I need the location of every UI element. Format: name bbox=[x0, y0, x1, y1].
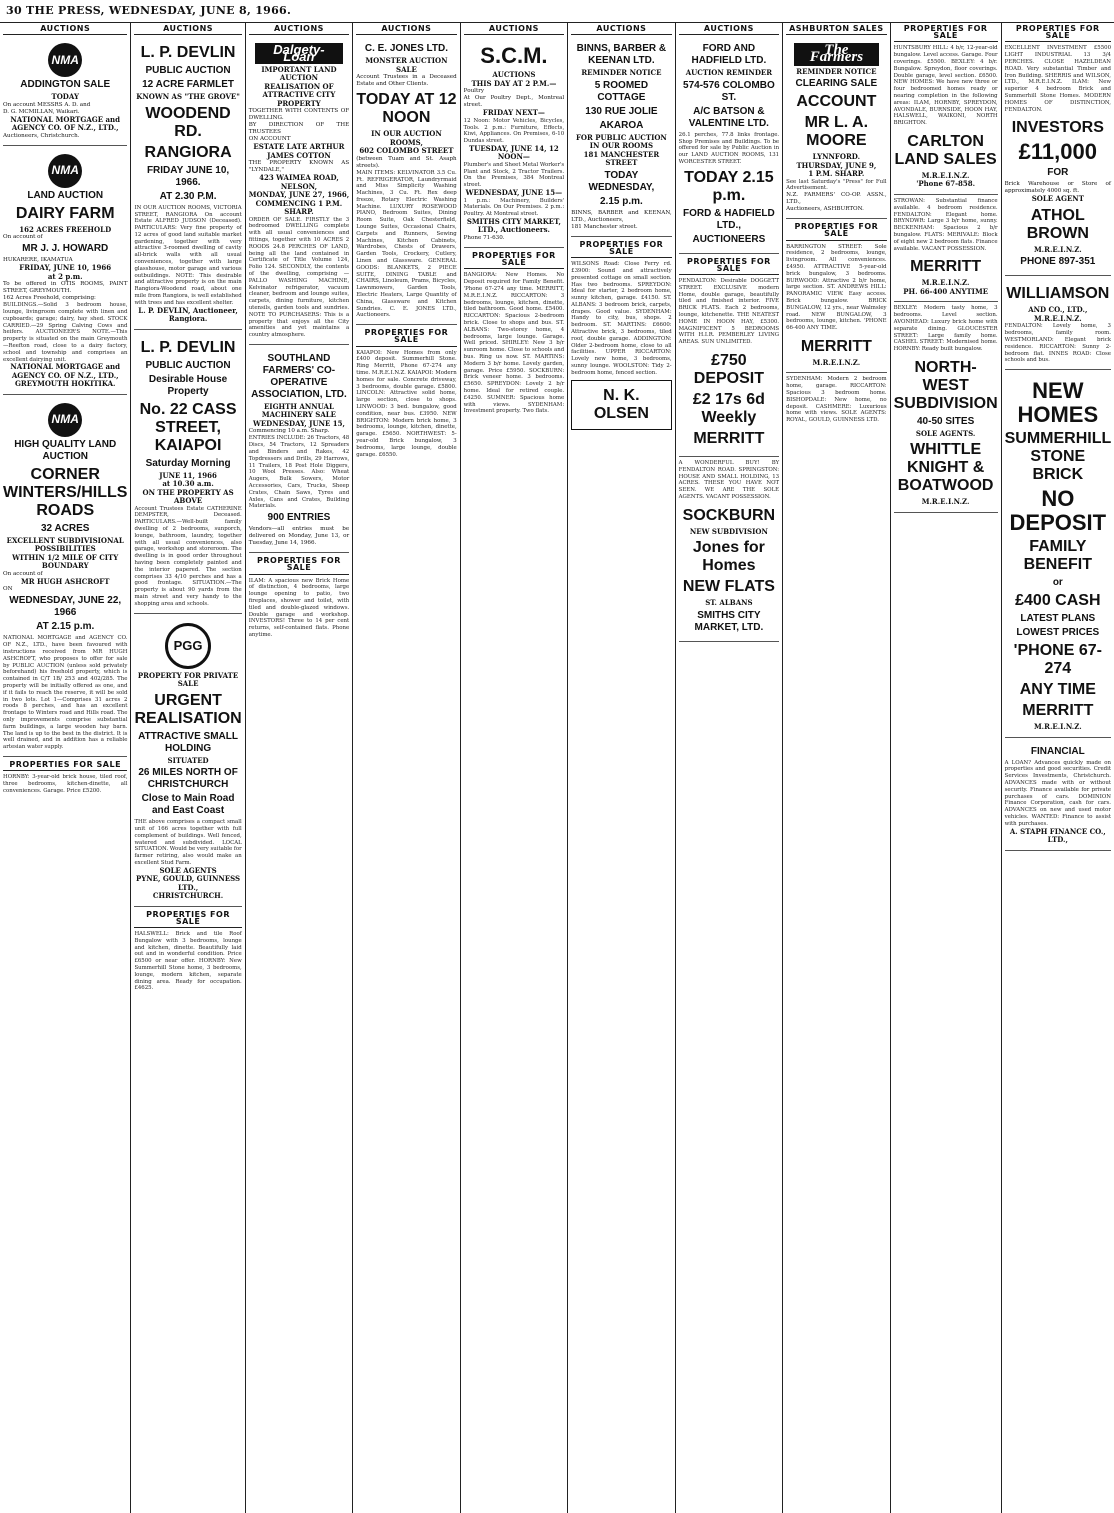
ad-line: 5 ROOMED COTTAGE bbox=[594, 79, 649, 103]
ad-line: BY DIRECTION OF THE TRUSTEES bbox=[248, 122, 350, 136]
ad-line: TOGETHER WITH CONTENTS OF DWELLING. bbox=[248, 108, 350, 122]
ad-addington-sale bbox=[3, 38, 127, 146]
ad-line: Desirable House Property bbox=[148, 373, 228, 397]
ad-750-deposit bbox=[679, 346, 779, 457]
ad-line: JUNE 11, 1966 bbox=[159, 470, 217, 480]
ad-line: MR L. A. MOORE bbox=[804, 114, 869, 150]
ad-line: MONSTER AUCTION SALE bbox=[365, 56, 448, 74]
ad-line: at 10.30 a.m. bbox=[162, 479, 214, 489]
ad-line: ESTATE LATE ARTHUR JAMES COTTON bbox=[253, 142, 345, 160]
sockburn-sub: NEW SUBDIVISION bbox=[689, 526, 768, 536]
ad-devlin-cass-street bbox=[134, 333, 241, 614]
ad-line: FRIDAY JUNE 10, 1966. bbox=[146, 164, 230, 188]
ad-line: TODAY 2.15 p.m. bbox=[684, 168, 774, 204]
smiths-city-market: SMITHS CITY MARKET, LTD. bbox=[694, 609, 764, 633]
ad-new-homes-summerhill bbox=[1005, 373, 1111, 738]
ad-line: M.R.E.I.N.Z. bbox=[921, 278, 970, 288]
ad-farmers-clearing bbox=[786, 38, 886, 219]
ad-line: L. P. DEVLIN, Auctioneer, Rangiora. bbox=[138, 305, 238, 324]
ad-body-text: 12 Noon: Motor Vehicles, Bicycles, Tools. 2 p.m.: Furniture, Effects, Kiwi, Appliances. On Premises, 6-10 Dundas street. bbox=[463, 117, 565, 145]
column-1 bbox=[0, 22, 131, 1513]
listing-text: KAIAPOI: New Homes from only £400 deposit. Summerhill Stone. Ring Merritt, Phone 67-274 any time. M.R.E.I.N.Z. KAIAPOI: Modern homes for sale. Concrete driveway, 3 bedrooms, double garage. £5800. LINCOLN: Attractive solid home, large section, close to shops. LINWOOD: 3 bed. bungalow, good condition, near bus. £3950. NEW BRIGHTON: Modern brick home, 3 bedrooms, lounge, kitchen, dinette, garage. £5650. NORTHWEST: 5-year-old Brick bungalow, 3 bedrooms, large lounge, double garage. £6550. bbox=[356, 349, 457, 458]
column-3 bbox=[246, 22, 353, 1513]
ad-body-text: IN OUR AUCTION ROOMS, VICTORIA STREET, RANGIORA On account Estate ALFRED JUDSON (Deceased). PARTICULARS: Very fine property of 12 acres of good land suitable market gardening, together with very attractive 3-roomed dwelling of cavity all-brick walls with all usual conveniences, together with large glasshouse, motor garage and various outbuildings. NOTE: This desirable and attractive property is on the main Rangiora-Woodend road, about one mile from Rangiora, is well established with trees and has excellent shelter. bbox=[134, 204, 242, 306]
ad-line: TUESDAY, JUNE 14, 12 NOON— bbox=[469, 143, 559, 162]
ad-binns-barber-keenan bbox=[571, 38, 671, 237]
ad-line: WEDNESDAY, JUNE 15— bbox=[465, 188, 563, 198]
ad-line: WEDNESDAY, JUNE 15, bbox=[252, 418, 345, 428]
ad-line: AUCTIONEERS bbox=[692, 233, 766, 245]
section-heading: PROPERTIES FOR SALE bbox=[786, 222, 886, 240]
ad-line: REMINDER NOTICE bbox=[581, 68, 662, 78]
ad-title: ADDINGTON SALE bbox=[20, 79, 111, 91]
column-5 bbox=[461, 22, 568, 1513]
ad-line: THE PROPERTY KNOWN AS "LYNDALE," bbox=[248, 160, 350, 174]
ad-line: 602 COLOMBO STREET bbox=[359, 146, 454, 156]
ad-line: Close to Main Road and East Coast bbox=[141, 793, 235, 817]
ad-line: M.R.E.I.N.Z. bbox=[1033, 722, 1082, 732]
listing-text: HORNBY: 3-year-old brick house, tiled roof, three bedrooms, kitchen-dinette, all conveniences. Garage. Price £5200. bbox=[3, 774, 128, 794]
ad-line: 1 P.M. SHARP. bbox=[808, 169, 865, 179]
ad-line: SOLE AGENTS bbox=[159, 865, 217, 875]
newspaper-columns bbox=[0, 22, 1114, 1513]
ad-line: NATIONAL MORTGAGE and AGENCY CO. OF N.Z., LTD., bbox=[10, 114, 121, 133]
ad-line: or bbox=[1052, 577, 1063, 589]
column-heading: AUCTIONS bbox=[356, 24, 456, 35]
column-heading: AUCTIONS bbox=[464, 24, 564, 35]
ad-merritt-col9 bbox=[894, 252, 998, 302]
ad-line: SITUATED bbox=[167, 755, 209, 765]
ad-line: WITHIN 1/2 MILE OF CITY BOUNDARY bbox=[12, 552, 119, 571]
sockburn-headline: SOCKBURN bbox=[682, 506, 776, 524]
ad-line: On account MESSRS A. D. and bbox=[3, 101, 91, 108]
ad-headline: BINNS, BARBER & KEENAN LTD. bbox=[576, 43, 667, 67]
ad-line: REALISATION OF ATTRACTIVE CITY PROPERTY bbox=[262, 81, 336, 108]
section-heading: PROPERTIES FOR SALE bbox=[134, 910, 241, 928]
listing-text: STROWAN: Substantial finance available. 4 bedroom residence. FENDALTON: Elegant home. BRYNDWR: Large 3 b/r home, sunny. BECKENHAM: Spacious 2 b/r bungalow. FLATS: MERIVALE: Block of eight new 2 bedroom flats. Finance available. VACANT POSSESSION. bbox=[893, 197, 998, 252]
ad-headline: NORTH-WEST SUBDIVISION bbox=[893, 358, 998, 412]
ad-body-text: 26.1 perches, 77.8 links frontage. Shop Premises and Buildings. To be offered for sale by Public Auction in our LAND AUCTION ROOMS, 131 WORCESTER STREET. bbox=[678, 131, 780, 165]
column-heading: AUCTIONS bbox=[3, 24, 127, 35]
dalgety-logo-icon: Dalgety-Loan bbox=[255, 43, 343, 63]
column-heading: PROPERTIES FOR SALE bbox=[1005, 24, 1111, 42]
listing-text: HALSWELL: Brick and tile Roof Bungalow with 3 bedrooms, lounge and kitchen, dinette. Beautifully laid out and in wonderful condition. Price £6500 or near offer. HORNBY: New Summerhill Stone home, 3 bedrooms, lounge, modern kitchen, separate dining area. Ready for occupation. £4625. bbox=[134, 931, 242, 992]
listing-text: BARRINGTON STREET: Sole residence, 2 bedrooms, lounge, livingroom. All conveniences. £4950. ATTRACTIVE 5-year-old brick bungalow, 3 bedrooms. BURWOOD: Attractive 2 b/r home, large section. ST. ANDREWS HILL: PANORAMIC VIEW. Easy access. Brick bungalow. BRICK BUNGALOW, 12 yrs., near Walmsley road. NEW BUNGALOW, 3 bedrooms, lounge, kitchen. 'PHONE 66-400 ANY TIME. bbox=[786, 243, 887, 332]
ad-line: 162 ACRES FREEHOLD bbox=[19, 224, 112, 234]
listing-text: A WONDERFUL BUY! BY FENDALTON ROAD. SPRINGSTON: HOUSE AND SMALL HOLDING, 13 ACRES. THESE YOU HAVE NOT SEEN. WE ARE THE SOLE AGENTS. VACANT POSSESSION. bbox=[678, 460, 780, 501]
ad-line: AND CO., LTD., M.R.E.I.N.Z. bbox=[1028, 305, 1088, 323]
ad-line: M.R.E.I.N.Z. bbox=[1033, 244, 1082, 254]
ad-line: BINNS, BARBER and KEENAN, LTD., Auctioneers, bbox=[571, 209, 672, 223]
ad-line: REMINDER NOTICE bbox=[796, 66, 877, 76]
ad-line: 'PHONE 67-274 bbox=[1013, 642, 1102, 678]
column-heading: AUCTIONS bbox=[571, 24, 671, 35]
ad-north-west-subdivision bbox=[894, 353, 998, 513]
ad-body-text: A LOAN? Advances quickly made on properties and good securities. Credit Services Investments, Christchurch. ADVANCES made with or without security. Finance available for private purchases of cars. DOMINION Finance Corporation, cash for cars. ADVANCES on new and used motor vehicles. WANTED: Finance to assist with purchases. bbox=[1004, 759, 1111, 827]
ad-line: D. G. MCMILLAN, Waikari. bbox=[3, 108, 80, 115]
ad-line: EXCELLENT SUBDIVISIONAL POSSIBILITIES bbox=[6, 535, 124, 554]
ad-line: ATTRACTIVE SMALL HOLDING bbox=[138, 730, 238, 754]
section-heading: PROPERTIES FOR SALE bbox=[356, 328, 456, 346]
ad-subheadline: PUBLIC AUCTION bbox=[145, 65, 231, 77]
ad-scm-auctions bbox=[464, 38, 564, 248]
merritt-reg: M.R.E.I.N.Z. bbox=[812, 357, 861, 367]
ad-pgg-realisation bbox=[134, 617, 241, 907]
ad-body-text: NATIONAL MORTGAGE and AGENCY CO. OF N.Z., LTD., have been favoured with instructions received from MR HUGH ASHCROFT, who proposes to offer for sale by PUBLIC AUCTION (unless sold privately beforehand) his freehold property, which is contained in C/T 1B/ 253 and 402/285. The property will be initially offered as one, and if it fails to reach the reserve, it will be sold in two lots. Lot 1—Comprises 31 acres 2 roods 8 perches, and has an excellent frontage to Winters road and Hills road. The only improvements comprise substantial farm buildings, a large wooden hay barn. The land is up to the best in the district. It is well drained, and in addition has a reliable artesian water supply. bbox=[3, 635, 128, 751]
ad-line: Brick Warehouse or Store of approximately 4000 sq. ft. bbox=[1004, 181, 1111, 195]
page-date-line: 30 THE PRESS, WEDNESDAY, JUNE 8, 1966. bbox=[6, 4, 292, 17]
ad-line: 26 MILES NORTH OF CHRISTCHURCH bbox=[138, 767, 238, 791]
section-heading: PROPERTIES FOR SALE bbox=[464, 251, 564, 269]
ad-body-text: BUILDINGS.—Solid 3 bedroom house, lounge, livingroom complete with linen and cupboards; garage; dairy, hay shed. STOCK CARRIED.—29 Spring Calving Cows and heifers. AUCTIONEER'S NOTE.—This property is situated on the main Greymouth—Reefton road, close to a dairy factory, school and township and comprises an excellent dairying unit. bbox=[3, 302, 128, 363]
ad-line: Account Trustees in a Deceased Estate and Other Clients. bbox=[356, 74, 457, 88]
ad-subheadline: PUBLIC AUCTION bbox=[145, 359, 231, 371]
ad-line: 181 MANCHESTER STREET bbox=[583, 149, 660, 168]
listing-text: BANGIORA: New Homes. No Deposit required for Family Benefit. 'Phone 67-274 any time. MERRITT, M.R.E.I.N.Z. RICCARTON: 3 bedrooms, lounge, kitchen, dinette, tiled bathroom. Good home. £5400. RICCARTON: Spacious 2-bedroom brick. Close to shops and bus. ST. ALBANS: Two-storey home, 4 bedrooms, large lounge. Garage. Well priced. SHIRLEY: New 3 b/r sunroom home. Close to schools and bus. Ring us now. ST. MARTINS: Modern 3 b/r home. Lovely garden, garage. Price £5950. SOCKBURN: Brick veneer home. 3 bedrooms. £5650. SPREYDON: Lovely 2 b/r home. Ideal for retired couple. £4250. SUMNER: Spacious home with views. SYDENHAM: Investment property. Two flats. bbox=[463, 272, 565, 415]
ad-body-text: 1 p.m.: Machinery, Builders' Materials. On Our Premises. 2 p.m.: Poultry. At Montreal street. bbox=[463, 197, 565, 218]
ad-line: FORD & HADFIELD LTD., bbox=[683, 207, 775, 231]
ad-line: On account of bbox=[3, 570, 43, 577]
column-6 bbox=[568, 22, 675, 1513]
ad-williamson bbox=[1005, 279, 1111, 370]
ad-merritt-ashburton bbox=[786, 332, 886, 374]
merritt-brand: MERRITT bbox=[693, 430, 765, 448]
ad-title: HIGH QUALITY LAND AUCTION bbox=[14, 438, 117, 462]
section-heading: PROPERTIES FOR SALE bbox=[679, 257, 779, 275]
ad-financial bbox=[1005, 741, 1111, 851]
pgg-logo-icon: PGG bbox=[165, 623, 211, 669]
ad-line: SMITHS CITY MARKET, LTD., Auctioneers. bbox=[466, 216, 561, 235]
ad-line: FAMILY BENEFIT bbox=[1023, 538, 1093, 574]
ad-line: ANY TIME bbox=[1019, 681, 1096, 699]
listing-text: HUNTSBURY HILL: 4 b/r, 12-year-old bungalow. Level access. Garage. Four coverings. £5500. BEXLEY: 4 b/r. Bungalow. Spreydon, floor coverings. Double garage, level section. £6500. NEW HOMES: We have new three or four bedroomed homes ready or nearing completion in the following areas: ILAM, HORNBY, SPREYDON, AVONDALE, BURNSIDE, HOON HAY, HALSWELL, WAIKONI, NORTH BRIGHTON. bbox=[893, 45, 998, 127]
ad-line: AT 2.15 p.m. bbox=[36, 621, 95, 633]
ad-line: FOR PUBLIC AUCTION bbox=[575, 132, 667, 142]
ad-headline: CORNER WINTERS/HILLS ROADS bbox=[3, 465, 128, 519]
ad-line: £400 CASH bbox=[1015, 592, 1101, 610]
ad-line: (between Tuam and St. Asaph streets). bbox=[356, 155, 457, 169]
ad-line: A/C BATSON & VALENTINE LTD. bbox=[688, 105, 769, 129]
ad-line: FOR bbox=[1047, 167, 1069, 179]
column-8 bbox=[783, 22, 890, 1513]
column-9 bbox=[891, 22, 1002, 1513]
ad-line: 423 WAIMEA ROAD, NELSON, bbox=[259, 173, 339, 191]
section-heading: PROPERTIES FOR SALE bbox=[3, 760, 127, 771]
ad-line: 32 ACRES bbox=[40, 522, 90, 534]
ad-line: ON ACCOUNT bbox=[248, 136, 291, 143]
ad-line: SOLE AGENTS. bbox=[915, 428, 976, 438]
ad-line: RANGIORA bbox=[144, 143, 232, 161]
ad-line: AUCTION REMINDER bbox=[685, 68, 773, 78]
ad-line: WOODEND RD. bbox=[145, 104, 231, 140]
ad-line: SOLE AGENT bbox=[1031, 194, 1084, 204]
ad-line: M.R.E.I.N.Z. bbox=[921, 170, 970, 180]
ad-body-text: Plumber's and Sheet Metal Worker's Plant and Stock, 2 Tractor Trailers. On the Premises, 384 Montreal street. bbox=[463, 161, 565, 189]
ad-body-text: ENTRIES INCLUDE: 26 Tractors, 48 Discs, 54 Tractors, 12 Spreaders and Binders and Rakes, 42 Topdressers and Drills, 29 Harrows, 11 Trailers, 18 Post Hole Diggers, 10 Wool Presses. Also: Wheat Augers, Bulk Sowers, Motor Accessories, Cars, Trucks, Sheep Crates, Chain Saws, Tyres and Axles, Cans and Crates, Building Materials. bbox=[248, 435, 350, 510]
ad-line: EIGHTH ANNUAL MACHINERY SALE bbox=[261, 401, 337, 420]
column-4 bbox=[353, 22, 460, 1513]
ad-body-text: MAIN ITEMS: KELVINATOR 3.5 Cu. Ft. REFRIGERATOR, Laundryrmaid and Miss Simplicity Washing Machines, 3 Cu. Ft. Rex deep freeze, Rotary Electric Washing Machine. LUXURY ROSEWOOD PIANO, Bedroom Suites, Dining Room Suite, Oak Chesterfield, Lounge Suites, Occasional Chairs, Carpets and Runners, Sewing Machines, Kitchen Cabinets, Wardrobes, Chests of Drawers, Garden Tools, Crockery, Cutlery, Linen and Glassware. GENERAL GOODS: BLANKETS, 2 PIECE SUITE, DINING TABLE and CHAIRS, Linoleum, Prams, Bicycles, Lawnmowers, Garden Tools, Electric Heaters, Large Quantity of China, Glassware and Kitchen Sundries. C. E. JONES LTD., Auctioneers. bbox=[356, 169, 457, 319]
ad-line: N.Z. FARMERS' CO-OP. ASSN., LTD., bbox=[786, 192, 887, 206]
ad-line: TODAY AT 12 NOON bbox=[356, 91, 457, 127]
ad-line: Auctioneers, ASHBURTON. bbox=[786, 206, 864, 213]
nma-logo-icon: NMA bbox=[48, 43, 82, 77]
nk-olsen-name: N. K. OLSEN bbox=[593, 386, 649, 422]
ad-line: THIS DAY AT 2 P.M.— bbox=[471, 78, 557, 88]
section-heading: PROPERTIES FOR SALE bbox=[249, 556, 349, 574]
ad-line: AUCTIONS bbox=[492, 70, 536, 80]
ad-line: A. STAPH FINANCE CO., LTD., bbox=[1009, 826, 1106, 845]
page-header bbox=[0, 0, 1114, 23]
ad-price: £11,000 bbox=[1018, 139, 1097, 165]
ad-line: NO DEPOSIT bbox=[1009, 486, 1107, 536]
ad-body-text: ORDER OF SALE. FIRSTLY the 3 bedroomed DWELLING complete with all usual conveniences and fittings, together with 10 ACRES 2 ROODS 24.8 PERCHES OF LAND, being all the land contained in Certificate of Title Volume 124, Folio 124. SECONDLY, the contents of the dwelling, comprising — PALLO WASHING MACHINE, Kelvinator refrigerator, vacuum cleaner, bedroom and lounge suites, carpets, dining furniture, kitchen utensils, garden tools and sundries. NOTE TO PURCHASERS: This is a property that enjoys all the City amenities and yet maintains a country atmosphere. bbox=[248, 216, 350, 339]
ad-title: LAND AUCTION bbox=[27, 189, 104, 201]
ad-winters-hills bbox=[3, 398, 127, 757]
column-heading: ASHBURTON SALES bbox=[786, 24, 886, 35]
ad-line: URGENT REALISATION bbox=[134, 691, 242, 727]
ad-line: CLEARING SALE bbox=[795, 78, 878, 90]
ad-nk-olsen bbox=[571, 380, 671, 430]
ad-line: 162 Acres Freehold, comprising: bbox=[3, 295, 96, 302]
ad-line: On account of bbox=[3, 234, 43, 241]
ad-line: 12 ACRE FARMLET bbox=[142, 79, 234, 91]
ad-line: PHONE 897-351 bbox=[1020, 256, 1096, 268]
listing-text: PENDALTON: Desirable DOGGETT STREET. EXCLUSIVE modern Home, double garage, beautifully tiled and finished interior. FIVE BRICK FLATS. Each 2 bedrooms, lounge, kitchenette. THE NEATEST HOME IN HOON HAY, £5300. MAGNIFICENT 5 BEDROOMS WITH H.I.R. PEMBERLEY LIVING AREAS. SUN UNLIMITED. bbox=[678, 278, 780, 346]
ad-line: ACCOUNT bbox=[796, 93, 877, 111]
ad-line: IMPORTANT LAND AUCTION bbox=[261, 64, 337, 83]
ad-line: MONDAY, JUNE 27, 1966, bbox=[248, 190, 350, 200]
jones-for-homes: Jones for Homes bbox=[692, 539, 765, 575]
ad-headline: SOUTHLAND FARMERS' CO-OPERATIVE ASSOCIATION, LTD. bbox=[251, 352, 347, 400]
ad-line: IN OUR ROOMS bbox=[589, 141, 654, 151]
deposit-weekly: £2 17s 6d Weekly bbox=[692, 391, 765, 427]
ad-line: 574-576 COLOMBO ST. bbox=[683, 79, 775, 103]
ad-line: HUKARERE, IKAMATUA bbox=[3, 257, 73, 264]
ad-headline: MERRITT bbox=[910, 258, 982, 276]
ad-line: THURSDAY, JUNE 9, bbox=[796, 160, 877, 170]
ad-headline: WILLIAMSON bbox=[1006, 285, 1110, 303]
ad-line: GREYMOUTH HOKITIKA. bbox=[14, 379, 116, 389]
farmers-logo-icon: The Farmers bbox=[794, 43, 878, 65]
column-7 bbox=[676, 22, 783, 1513]
new-flats-headline: NEW FLATS bbox=[682, 578, 775, 596]
listing-text: SYDENHAM: Modern 2 bedroom home, garage. RICCARTON: Spacious 3 bedroom home. BISHOPDALE: New home, no deposit. CASHMERE: Luxurious home with views. SOLE AGENTS: ROYAL, GOULD, GUINNESS LTD. bbox=[786, 376, 887, 424]
ad-line: at 2 p.m. bbox=[47, 271, 83, 281]
ad-headline: INVESTORS bbox=[1011, 119, 1104, 137]
ad-sockburn-subdivision bbox=[679, 501, 779, 642]
deposit-headline: £750 DEPOSIT bbox=[693, 352, 764, 388]
ad-land-auction-dairy bbox=[3, 149, 127, 395]
ad-line: LATEST PLANS bbox=[1020, 613, 1096, 625]
ad-line: MR J. J. HOWARD bbox=[22, 243, 109, 255]
ad-line: Vendors—all entries must be delivered on Monday, June 13, or Tuesday, June 14, 1966. bbox=[248, 526, 350, 547]
column-heading: AUCTIONS bbox=[134, 24, 241, 35]
ad-headline: L. P. DEVLIN bbox=[140, 338, 236, 356]
ad-line: FRIDAY, JUNE 10, 1966 bbox=[19, 263, 112, 273]
ad-line: MERRITT bbox=[1022, 702, 1094, 720]
ad-ford-hadfield bbox=[679, 38, 779, 253]
ad-headline: CARLTON LAND SALES bbox=[894, 132, 997, 168]
ad-line: KNOWN AS "THE GROVE" bbox=[136, 92, 240, 102]
ad-devlin-farmlet bbox=[134, 38, 241, 329]
ad-line: Auctioneers, Christchurch. bbox=[3, 132, 80, 139]
ad-line: LYNNFORD. bbox=[812, 152, 861, 162]
section-heading: PROPERTIES FOR SALE bbox=[571, 240, 671, 258]
ad-headline: NEW HOMES bbox=[1017, 378, 1099, 428]
ad-line: WEDNESDAY, JUNE 22, 1966 bbox=[9, 595, 122, 619]
column-heading: AUCTIONS bbox=[679, 24, 779, 35]
ad-line: ON THE PROPERTY AS ABOVE bbox=[142, 487, 234, 506]
ad-headline: FORD AND HADFIELD LTD. bbox=[691, 43, 767, 67]
column-heading: PROPERTIES FOR SALE bbox=[894, 24, 998, 42]
ad-line: 40-50 SITES bbox=[916, 415, 975, 427]
ad-headline: DAIRY FARM bbox=[15, 204, 115, 222]
ad-line: At Our Poultry Dept., Montreal street. bbox=[463, 95, 565, 109]
ad-body-text: Account Trustees Estate CATHERINE DEMPSTER, Deceased. PARTICULARS.—Well-built family dwelling of 2 bedrooms, sunporch, lounge, bathroom, laundry, together with all usual conveniences, also garage, workshop and storeroom. The dwelling is in good order throughout having been completely painted and the interior papered. The section comprises 33 4/10 perches and has a good frontage. SITUATION.—The property is about 90 yards from the main street and very handy to the shopping area and schools. bbox=[134, 505, 242, 607]
ad-body-text: See last Saturday's "Press" for Full Advertisement. bbox=[786, 178, 887, 192]
ad-ce-jones-monster bbox=[356, 38, 456, 325]
nma-logo-icon: NMA bbox=[48, 403, 82, 437]
ad-headline: S.C.M. bbox=[480, 43, 548, 69]
ad-line: No. 22 CASS STREET, KAIAPOI bbox=[139, 400, 237, 454]
ad-line: 900 ENTRIES bbox=[267, 512, 331, 524]
ad-headline: L. P. DEVLIN bbox=[140, 44, 236, 62]
listing-text: WILSONS Road: Close Ferry rd. £3900: Sound and attractively presented cottage on small section. Has two bedrooms. SPREYDON: Ideal for starter, 2 bedroom home, sunny kitchen, garage. £4150. ST. ALBANS: 3 bedroom brick, carpets, drapes. Good value. SYDENHAM: Handy to city, bus, shops. 2 bedroom. ST. MARTINS: £6600: Attractive brick, 3 bedrooms, tiled roof, double garage. ADDINGTON: Older 2-bedroom home, close to all facilities. UPPER RICCARTON: Lovely new home, 3 bedrooms, sunny lounge. WOOLSTON: Tidy 2-bedroom home, fenced section. bbox=[571, 261, 672, 376]
listing-text: BEXLEY: Modern tasty home, 3 bedrooms. Level section. AVONHEAD: Luxury brick home with separate dining. GLOUCESTER STREET: Large family home. CASHEL STREET: Modernised home. HORNBY: Ready built bungalow. bbox=[893, 305, 998, 353]
ad-body-text: FENDALTON: Lovely home, 3 bedrooms, family room. WESTMORLAND: Elegant brick residence. RICCARTON: Sunny 2-bedroom flat. INNES ROAD: Close schools and bus. bbox=[1004, 323, 1111, 364]
ad-line: AKAROA bbox=[599, 119, 644, 131]
listing-text: EXCELLENT INVESTMENT £5500 LIGHT INDUSTRIAL 13 3/4 PERCHES. CLOSE HAZELDEAN ROAD. Very substantial Timber and Iron Building. SHERRIS and WILSON, LTD., M.R.E.I.N.Z. ILAM: New superior 4 bedroom Brick and Summerhill Stone Homes. MODERN HOMES OF DISTINCTION, FENDALTON. bbox=[1004, 45, 1111, 113]
ad-line: COMMENCING 1 P.M. SHARP. bbox=[255, 198, 343, 217]
column-heading: AUCTIONS bbox=[249, 24, 349, 35]
ad-line: ATHOL BROWN bbox=[1026, 206, 1089, 242]
listing-text: ILAM: A spacious new Brick Home of distinction, 4 bedrooms, large lounge opening to patio, two fireplaces, shower and toilet, with tiled and double-glazed windows. Double garage and workshop. INVESTORS! Three to 14 per cent returns, self-contained flats. Phone anytime. bbox=[248, 577, 350, 638]
ad-line: TODAY WEDNESDAY, bbox=[588, 169, 655, 193]
ad-subheadline: SUMMERHILL STONE BRICK bbox=[1004, 430, 1112, 484]
ad-headline: C. E. JONES LTD. bbox=[364, 43, 449, 55]
column-2 bbox=[131, 22, 245, 1513]
ad-line: To be offered in OTIS ROOMS, PAINT STREET, GREYMOUTH. bbox=[3, 281, 128, 295]
ad-dalgety-auction bbox=[249, 38, 349, 345]
ad-line: Commencing 10 a.m. Sharp. bbox=[248, 428, 330, 435]
ad-line: CHRISTCHURCH. bbox=[152, 891, 224, 901]
ad-line: Saturday Morning bbox=[145, 457, 231, 469]
ad-body-text: THE above comprises a compact small unit of 166 acres together with full complement of buildings. Well fenced, watered and subdivided. LOCAL SITUATION. Would be very suitable for farmer retiring, also would make an excellent Stud Farm. bbox=[134, 819, 242, 866]
ad-line: WHITTLE KNIGHT & BOATWOOD bbox=[897, 441, 994, 495]
ad-southland-machinery bbox=[249, 348, 349, 553]
ad-investors bbox=[1005, 113, 1111, 276]
column-10 bbox=[1002, 22, 1114, 1513]
ad-line: Poultry bbox=[463, 88, 485, 95]
ad-line: 'Phone 67-858. bbox=[916, 179, 976, 189]
st-albans: ST. ALBANS bbox=[705, 598, 753, 608]
ad-line: LOWEST PRICES bbox=[1016, 627, 1100, 639]
ad-line: PH. 66-400 ANYTIME bbox=[903, 286, 989, 296]
ad-line: AT 2.30 P.M. bbox=[159, 190, 217, 202]
ad-line: IN OUR AUCTION ROOMS, bbox=[371, 129, 442, 147]
ad-headline: FINANCIAL bbox=[1030, 745, 1085, 757]
ad-line: 181 Manchester street. bbox=[571, 223, 638, 230]
ad-line: PROPERTY FOR PRIVATE SALE bbox=[137, 670, 239, 689]
ad-line: Phone 71-630. bbox=[463, 234, 505, 241]
ad-line: PYNE, GOULD, GUINNESS LTD., bbox=[136, 874, 241, 892]
ad-line: TODAY bbox=[51, 92, 79, 102]
ad-carlton-land-sales bbox=[894, 127, 998, 195]
nma-logo-icon: NMA bbox=[48, 154, 82, 188]
ad-line: 2.15 p.m. bbox=[599, 195, 643, 207]
ad-line: M.R.E.I.N.Z. bbox=[921, 497, 970, 507]
ad-line: MR HUGH ASHCROFT bbox=[20, 576, 110, 586]
ad-line: FRIDAY NEXT— bbox=[482, 108, 545, 118]
ad-line: NATIONAL MORTGAGE and AGENCY CO. OF N.Z., LTD., bbox=[10, 362, 121, 380]
ad-line: ON bbox=[3, 586, 13, 593]
merritt-brand: MERRITT bbox=[800, 337, 872, 355]
ad-line: 130 RUE JOLIE bbox=[585, 105, 658, 117]
